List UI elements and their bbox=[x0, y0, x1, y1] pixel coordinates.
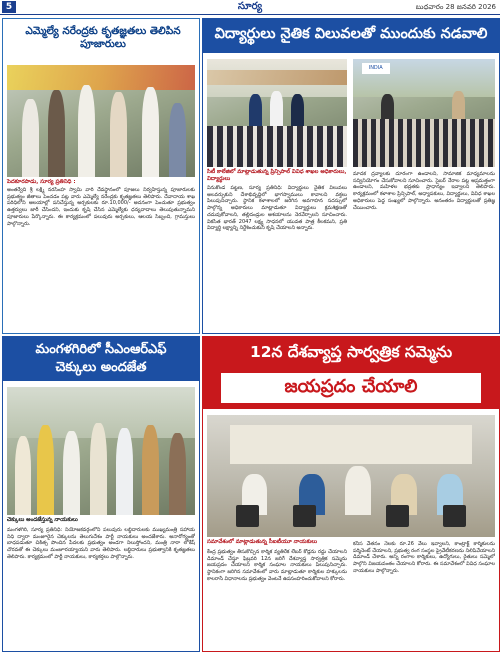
story-headline bbox=[3, 337, 199, 381]
page-number: 5 bbox=[2, 1, 16, 13]
story-body: అంతర్వేది శ్రీ లక్ష్మీ నరసింహ స్వామి వారి దేవస్థానంలో పూజలు నిర్వహిస్తున్న పూజారులకు ప్రభుత్వం జీతాలు పెంచడం పట్ల వారు ఎమ్మెల్యే నరేంద్రకు కృతజ్ఞతలు తెలిపారు. దేవాదాయ శాఖ పరిధిలోని ఆలయాల్లో పనిచేస్తున్న అర్చకులకు రూ.10,000/- అదనంగా పెంచుతూ ప్రభుత్వం ఉత్తర్వులు జారీ చేసిందని, ఇందుకు కృషి చేసిన ఎమ్మెల్యేకు ధన్యవాదాలు తెలుపుతున్నామని పూజారులు పేర్కొన్నారు. ఈ కార్యక్రమంలో పలువురు అర్చకులు, ఆలయ సిబ్బంది, గ్రామస్తులు పాల్గొన్నారు. bbox=[7, 187, 195, 227]
news-photo-left bbox=[207, 59, 347, 167]
photo-caption: చెక్కులు అందజేస్తున్న నాయకులు bbox=[7, 517, 78, 523]
story-body: మంగళగిరి, సూర్య ప్రతినిధి: నియోజకవర్గంలోని పలువురు లబ్ధిదారులకు ముఖ్యమంత్రి సహాయ నిధి ద్వారా మంజూరైన చెక్కులను తెలుగుదేశం పార్టీ నాయకులు అందజేశారు. అనారోగ్యంతో బాధపడుతూ చికిత్స పొందిన పేదలకు ప్రభుత్వం అండగా నిలుస్తోందని, మంత్రి నారా లోకేష్ చొరవతో ఈ చెక్కులు మంజూరయ్యాయని వారు తెలిపారు. లబ్ధిదారులు ప్రభుత్వానికి కృతజ్ఞతలు తెలిపారు. కార్యక్రమంలో పార్టీ నాయకులు, కార్యకర్తలు పాల్గొన్నారు. bbox=[7, 527, 195, 560]
story-body-left: కేంద్ర ప్రభుత్వం తీసుకొచ్చిన కార్మిక వ్యతిరేక లేబర్ కోడ్లను రద్దు చేయాలని డిమాండ్ చేస్తూ ఫిబ్రవరి 12న జరిగే దేశవ్యాప్త సార్వత్రిక సమ్మెను జయప్రదం చేయాలని కార్మిక సంఘాల నాయకులు పిలుపునిచ్చారు. స్థానికంగా జరిగిన సమావేశంలో వారు మాట్లాడుతూ కార్మికుల హక్కులను కాలరాసే విధానాలను ప్రభుత్వం వెంటనే ఉపసంహరించుకోవాలని కోరారు. bbox=[207, 549, 347, 582]
news-photo bbox=[7, 65, 195, 177]
headline-line-1: మంగళగిరిలో సీఎంఆర్ఎఫ్ bbox=[35, 342, 167, 357]
story-headline: విద్యార్థులు నైతిక విలువలతో ముందుకు నడవాలి bbox=[203, 19, 499, 53]
masthead: సూర్య bbox=[237, 1, 263, 12]
photo-caption: సిటీ కాలేజిలో మాట్లాడుతున్న ప్రిన్సిపాల్ వివిధ శాఖల అధికారులు, విద్యార్థులు bbox=[207, 169, 347, 182]
photo-caption: పెదకూరపాడు, సూర్య ప్రతినిధి : bbox=[7, 179, 76, 185]
story-body-right: కనీస వేతనం నెలకు రూ.26 వేలు ఇవ్వాలని, కాంట్రాక్ట్ కార్మికులను పర్మినెంట్ చేయాలని, ప్రభుత్వ రంగ సంస్థల ప్రైవేటీకరణను నిలిపివేయాలని డిమాండ్ చేశారు. అన్ని రంగాల కార్మికులు, ఉద్యోగులు, రైతులు సమ్మెలో పాల్గొని విజయవంతం చేయాలని కోరారు. ఈ సమావేశంలో వివిధ సంఘాల నాయకులు పాల్గొన్నారు. bbox=[353, 541, 495, 574]
story-body-left: వినుకొండ పట్టణ, సూర్య ప్రతినిధి: విద్యార్థులు నైతిక విలువలు అలవర్చుకుని దేశాభివృద్ధిలో భాగస్వాములు కావాలని వక్తలు పిలుపునిచ్చారు. స్థానిక కళాశాలలో జరిగిన అవగాహన సదస్సులో పాల్గొన్న అధికారులు మాట్లాడుతూ విద్యార్థులు క్రమశిక్షణతో చదువుకోవాలని, తల్లిదండ్రుల ఆశయాలను నెరవేర్చాలని సూచించారు. వికసిత భారత్ 2047 లక్ష్య సాధనలో యువత పాత్ర కీలకమని, ప్రతి విద్యార్థి లక్ష్యాన్ని నిర్దేశించుకుని కృషి చేయాలని అన్నారు. bbox=[207, 185, 347, 232]
headline-line-2-box bbox=[221, 373, 481, 403]
story-cmrf-cheques bbox=[2, 336, 200, 652]
story-students-values bbox=[202, 18, 500, 334]
news-photo bbox=[7, 387, 195, 515]
news-photo-right: INDIA bbox=[353, 59, 495, 167]
story-body-right: మాదక ద్రవ్యాలకు దూరంగా ఉండాలని, సామాజిక మాధ్యమాలను సద్వినియోగం చేసుకోవాలని సూచించారు. సైబర్ నేరాల పట్ల అప్రమత్తంగా ఉండాలని, మహిళల భద్రతకు ప్రాధాన్యం ఇవ్వాలని తెలిపారు. కార్యక్రమంలో కళాశాల ప్రిన్సిపాల్, అధ్యాపకులు, విద్యార్థులు, వివిధ శాఖల అధికారులు పెద్ద సంఖ్యలో పాల్గొన్నారు. అనంతరం విద్యార్థులతో ప్రతిజ్ఞ చేయించారు. bbox=[353, 171, 495, 211]
page-header bbox=[0, 0, 500, 15]
headline-line-1: 12న దేశవ్యాప్త సార్వత్రిక సమ్మెను bbox=[249, 343, 453, 361]
page-date: బుధవారం 28 జనవరి 2026 bbox=[415, 3, 496, 11]
headline-line-2: చెక్కులు అందజేత bbox=[55, 360, 147, 375]
headline-line-2: జయప్రదం చేయాలి bbox=[284, 375, 418, 397]
photo-caption: సమావేశంలో మాట్లాడుతున్న సీఐటీయూ నాయకులు bbox=[207, 539, 318, 545]
story-headline: ఎమ్మెల్యే నరేంద్రకు కృతజ్ఞతలు తెలిపిన పూజారులు bbox=[25, 25, 181, 50]
story-general-strike bbox=[202, 336, 500, 652]
story-mla-thanks bbox=[2, 18, 200, 334]
news-photo bbox=[207, 415, 495, 537]
